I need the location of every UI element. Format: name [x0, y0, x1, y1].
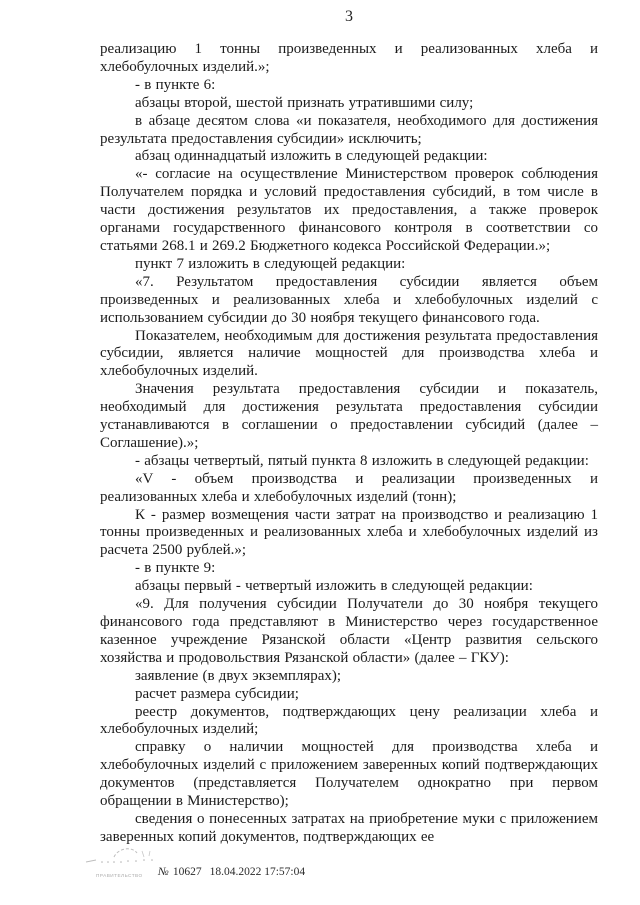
paragraph: «7. Результатом предоставления субсидии является объем произведенных и реализованных хлеба и хлебобулочных изделий с использованием субсидии до 30 ноября текущего финансового года.: [100, 273, 598, 326]
stamp-caption: ПРАВИТЕЛЬСТВО: [96, 874, 143, 879]
registration-number-symbol: №: [158, 866, 169, 878]
paragraph: абзацы второй, шестой признать утратившими силу;: [135, 94, 474, 111]
paragraph: расчет размера субсидии;: [135, 685, 299, 702]
paragraph: - в пункте 9:: [135, 560, 216, 577]
paragraph: справку о наличии мощностей для производства хлеба и хлебобулочных изделий с приложением заверенных копий подтверждающих документов (представляется Получателем однократно при первом обращении в Министерство);: [100, 739, 598, 810]
page-number: 3: [345, 8, 353, 25]
registration-line: [158, 866, 305, 878]
paragraph: в абзаце десятом слова «и показателя, необходимого для достижения результата предоставления субсидии» исключить;: [100, 112, 598, 147]
paragraph: - в пункте 6:: [135, 76, 216, 93]
paragraph: сведения о понесенных затратах на приобретение муки с приложением заверенных копий документов, подтверждающих ее: [100, 810, 598, 845]
registration-number: 10627: [172, 866, 202, 878]
paragraph: - абзацы четвертый, пятый пункта 8 изложить в следующей редакции:: [135, 452, 589, 469]
paragraph: «V - объем производства и реализации произведенных и реализованных хлеба и хлебобулочных изделий (тонн);: [100, 470, 598, 505]
paragraph: абзацы первый - четвертый изложить в следующей редакции:: [135, 578, 533, 595]
paragraph: реализацию 1 тонны произведенных и реализованных хлеба и хлебобулочных изделий.»;: [100, 41, 598, 75]
paragraph: реестр документов, подтверждающих цену реализации хлеба и хлебобулочных изделий;: [100, 703, 598, 738]
paragraph: заявление (в двух экземплярах);: [135, 667, 342, 684]
document-body: [100, 41, 598, 847]
paragraph: «9. Для получения субсидии Получатели до 30 ноября текущего финансового года представляют в Министерство через государственное казенное учреждение Рязанской области «Центр развития сельского хозяйства и продовольствия Рязанской области» (далее – ГКУ):: [100, 596, 598, 666]
paragraph: пункт 7 изложить в следующей редакции:: [135, 255, 406, 272]
registration-datetime: 18.04.2022 17:57:04: [209, 866, 306, 878]
paragraph: Показателем, необходимым для достижения результата предоставления субсидии, является наличие мощностей для производства хлеба и хлебобулочных изделий.: [100, 327, 598, 380]
paragraph: «- согласие на осуществление Министерством проверок соблюдения Получателем порядка и условий предоставления субсидий, в том числе в части достижения результатов их предоставления, а также проверок органами государственного финансового контроля в соответствии со статьями 268.1 и 269.2 Бюджетного кодекса Российской Федерации.»;: [100, 166, 598, 254]
paragraph: абзац одиннадцатый изложить в следующей редакции:: [135, 148, 488, 165]
paragraph: К - размер возмещения части затрат на производство и реализацию 1 тонны произведенных и реализованных хлеба и хлебобулочных изделий из расчета 2500 рублей.»;: [100, 506, 598, 559]
paragraph: Значения результата предоставления субсидии и показатель, необходимый для достижения результата предоставления субсидии устанавливаются в соглашении о предоставлении субсидий (далее – Соглашение).»;: [100, 381, 598, 451]
